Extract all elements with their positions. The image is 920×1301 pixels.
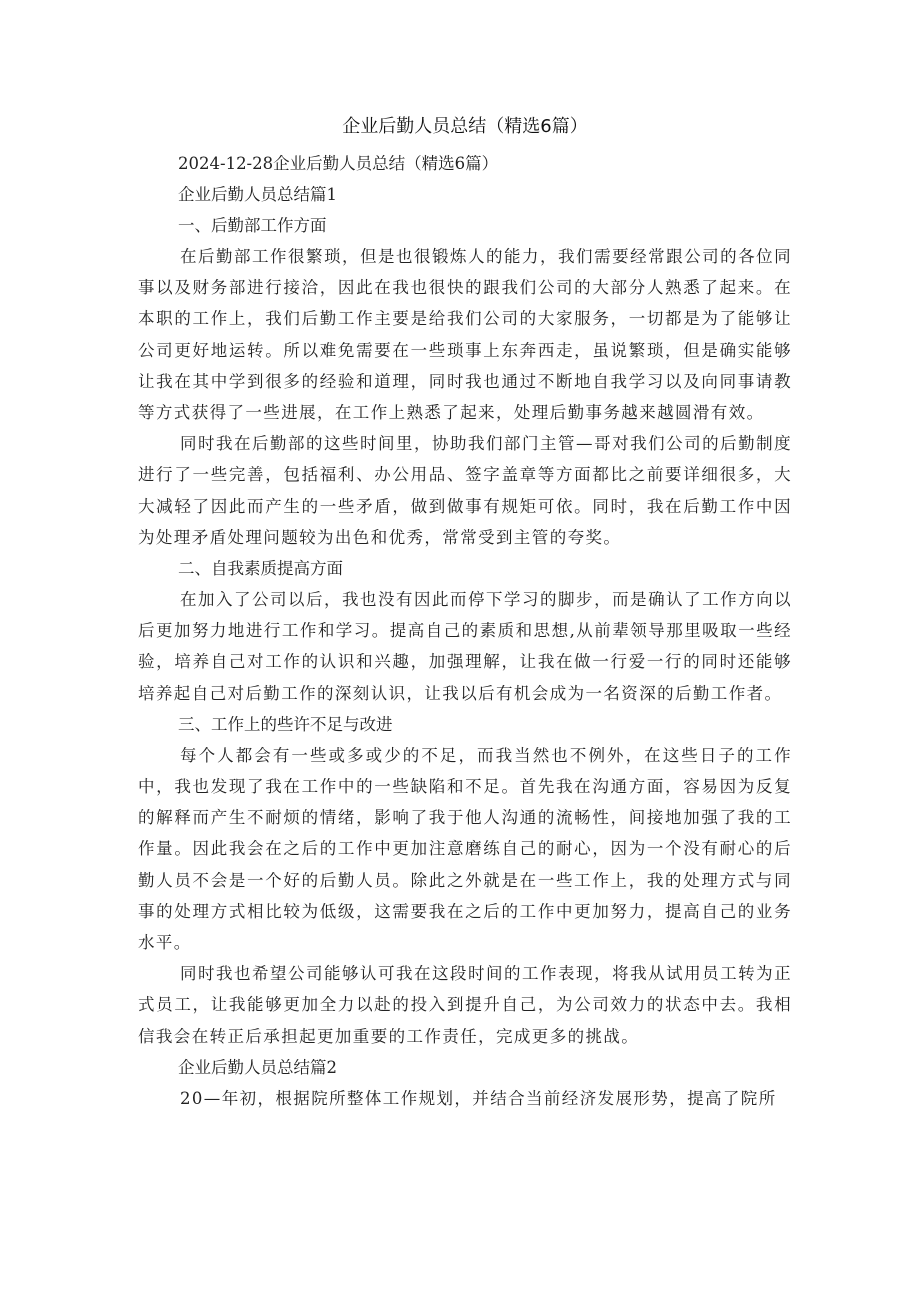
paragraph: 20—年初，根据院所整体工作规划，并结合当前经济发展形势，提高了院所 — [180, 1088, 777, 1108]
paragraph: 在后勤部工作很繁琐，但是也很锻炼人的能力，我们需要经常跟公司的各位同事以及财务部进行接洽，因此在我也很快的跟我们公司的大部分人熟悉了起来。在本职的工作上，我们后勤工作主要是给我们公司的大家服务，一切都是为了能够让公司更好地运转。所以难免需要在一些琐事上东奔西走，虽说繁琐，但是确实能够让我在其中学到很多的经验和道理，同时我也通过不断地自我学习以及向同事请教等方式获得了一些进展，在工作上熟悉了起来，处理后勤事务越来越圆滑有效。 — [138, 247, 792, 423]
paragraph: 在加入了公司以后，我也没有因此而停下学习的脚步，而是确认了工作方向以后更加努力地进行工作和学习。提高自己的素质和思想,从前辈领导那里吸取一些经验，培养自己对工作的认识和兴趣，加强理解，让我在做一行爱一行的同时还能够培养起自己对后勤工作的深刻认识，让我以后有机会成为一名资深的后勤工作者。 — [138, 590, 792, 703]
document-date-line: 2024-12-28企业后勤人员总结（精选6篇） — [178, 154, 499, 173]
subheading-logistics-work: 一、后勤部工作方面 — [178, 216, 327, 235]
paragraph: 每个人都会有一些或多或少的不足，而我当然也不例外，在这些日子的工作中，我也发现了我在工作中的一些缺陷和不足。首先我在沟通方面，容易因为反复的解释而产生不耐烦的情绪，影响了我于他人沟通的流畅性，间接地加强了我的工作量。因此我会在之后的工作中更加注意磨练自己的耐心，因为一个没有耐心的后勤人员不会是一个好的后勤人员。除此之外就是在一些工作上，我的处理方式与同事的处理方式相比较为低级，这需要我在之后的工作中更加努力，提高自己的业务水平。 — [138, 745, 792, 953]
subheading-shortcomings: 三、工作上的些许不足与改进 — [178, 714, 393, 734]
document-title: 企业后勤人员总结（精选6篇） — [342, 116, 588, 137]
section-heading-1: 企业后勤人员总结篇1 — [178, 185, 337, 204]
document-page — [138, 114, 792, 1114]
paragraph: 同时我在后勤部的这些时间里，协助我们部门主管—哥对我们公司的后勤制度进行了一些完善，包括福利、办公用品、签字盖章等方面都比之前要详细很多，大大减轻了因此而产生的一些矛盾，做到做事有规矩可依。同时，我在后勤工作中因为处理矛盾处理问题较为出色和优秀，常常受到主管的夸奖。 — [138, 434, 792, 547]
section-heading-2: 企业后勤人员总结篇2 — [178, 1057, 337, 1077]
subheading-self-improvement: 二、自我素质提高方面 — [178, 559, 343, 579]
paragraph: 同时我也希望公司能够认可我在这段时间的工作表现，将我从试用员工转为正式员工，让我能够更加全力以赴的投入到提升自己，为公司效力的状态中去。我相信我会在转正后承担起更加重要的工作责任，完成更多的挑战。 — [138, 964, 792, 1046]
